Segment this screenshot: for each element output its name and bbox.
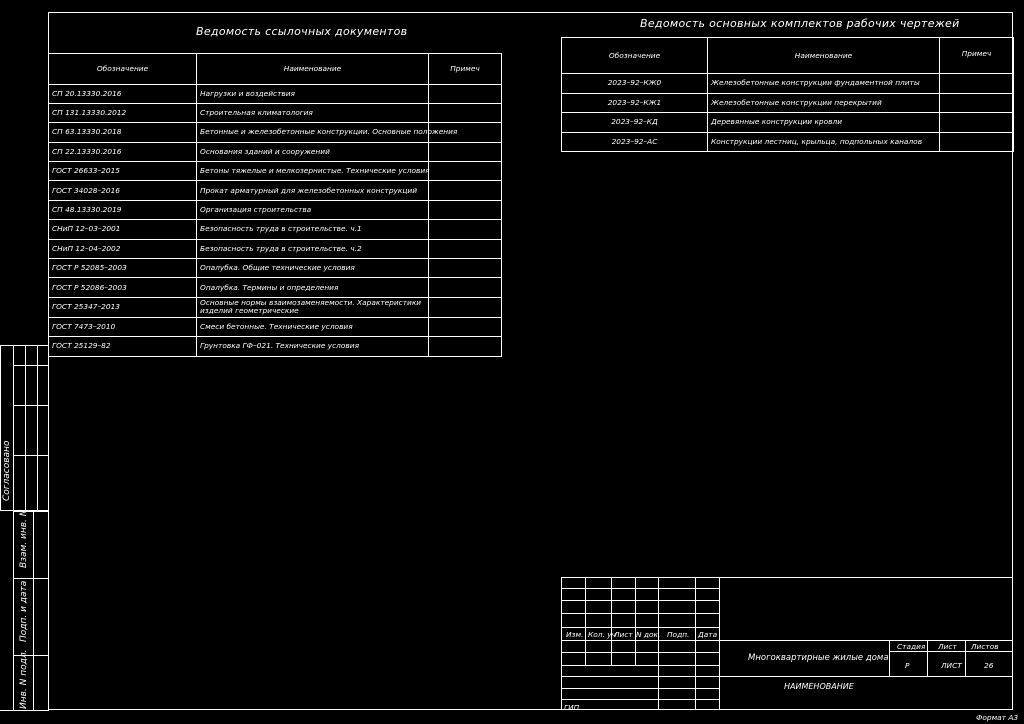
stage-label: Стадия xyxy=(897,642,926,651)
sign-date-label: Подп. и дата xyxy=(19,580,29,642)
format-label: Формат А3 xyxy=(976,713,1019,722)
table-row xyxy=(562,74,1014,94)
sets-header-note: Примеч xyxy=(940,38,1014,74)
ref-name-cell: Опалубка. Термины и определения xyxy=(197,278,429,297)
table-row xyxy=(49,162,502,181)
col-list: Лист xyxy=(614,630,633,639)
ref-note-cell xyxy=(429,297,502,317)
ref-note-cell xyxy=(429,162,502,181)
ref-note-cell xyxy=(429,84,502,103)
col-kol: Кол. уч xyxy=(588,630,616,639)
ref-designation-cell: СП 63.13330.2018 xyxy=(49,123,197,142)
ref-name-cell: Прокат арматурный для железобетонных конструкций xyxy=(197,181,429,200)
sets-designation-cell: 2023–92–КЖ1 xyxy=(562,93,708,113)
gip-label: ГИП xyxy=(564,703,580,712)
table-row xyxy=(49,259,502,278)
ref-designation-cell: СНиП 12–04–2002 xyxy=(49,239,197,258)
table-row xyxy=(49,103,502,122)
sets-designation-cell: 2023–92–КЖ0 xyxy=(562,74,708,94)
sets-name-cell: Железобетонные конструкции перекрытий xyxy=(708,93,940,113)
ref-note-cell xyxy=(429,200,502,219)
col-podp: Подп. xyxy=(667,630,690,639)
col-ndok: N док. xyxy=(636,630,661,639)
ref-note-cell xyxy=(429,259,502,278)
ref-note-cell xyxy=(429,220,502,239)
table-row xyxy=(562,113,1014,133)
table-row xyxy=(49,337,502,356)
sheet-label: Лист xyxy=(938,642,957,651)
ref-name-cell: Безопасность труда в строительстве. ч.1 xyxy=(197,220,429,239)
ref-designation-cell: ГОСТ 7473–2010 xyxy=(49,317,197,336)
sets-name-cell: Конструкции лестниц, крыльца, подпольных каналов xyxy=(708,132,940,152)
ref-name-cell: Грунтовка ГФ–021. Технические условия xyxy=(197,337,429,356)
col-data: Дата xyxy=(698,630,718,639)
agreed-label: Согласовано xyxy=(2,440,12,501)
ref-header-designation: Обозначение xyxy=(49,53,197,84)
sets-note-cell xyxy=(940,132,1014,152)
main-sets-table xyxy=(561,37,1014,152)
ref-note-cell xyxy=(429,337,502,356)
ref-docs-table xyxy=(48,12,502,357)
ref-docs-title: Ведомость ссылочных документов xyxy=(196,25,408,38)
ref-designation-cell: ГОСТ Р 52086–2003 xyxy=(49,278,197,297)
col-izm: Изм. xyxy=(566,630,584,639)
ref-note-cell xyxy=(429,142,502,161)
ref-name-cell: Строительная климатология xyxy=(197,103,429,122)
ref-note-cell xyxy=(429,239,502,258)
main-sets-title: Ведомость основных комплектов рабочих чертежей xyxy=(640,17,960,30)
inv-orig-label: Инв. N подл. xyxy=(19,649,29,709)
ref-name-cell: Безопасность труда в строительстве. ч.2 xyxy=(197,239,429,258)
ref-header-name: Наименование xyxy=(197,53,429,84)
table-row xyxy=(49,239,502,258)
sheets-label: Листов xyxy=(971,642,999,651)
ref-note-cell xyxy=(429,317,502,336)
ref-name-cell: Бетоны тяжелые и мелкозернистые. Технические условия xyxy=(197,162,429,181)
table-row xyxy=(49,297,502,317)
sets-header-name: Наименование xyxy=(708,38,940,74)
sets-designation-cell: 2023–92–АС xyxy=(562,132,708,152)
sheet-name: НАИМЕНОВАНИЕ xyxy=(784,682,854,691)
sets-header-designation: Обозначение xyxy=(562,38,708,74)
ref-designation-cell: СП 20.13330.2016 xyxy=(49,84,197,103)
sets-designation-cell: 2023–92–КД xyxy=(562,113,708,133)
ref-note-cell xyxy=(429,181,502,200)
ref-designation-cell: ГОСТ 26633–2015 xyxy=(49,162,197,181)
ref-name-cell: Опалубка. Общие технические условия xyxy=(197,259,429,278)
table-row xyxy=(49,123,502,142)
ref-name-cell: Основания зданий и сооружений xyxy=(197,142,429,161)
ref-designation-cell: СП 48.13330.2019 xyxy=(49,200,197,219)
sets-name-cell: Деревянные конструкции кровли xyxy=(708,113,940,133)
sheets-value: 26 xyxy=(984,661,994,670)
table-row xyxy=(49,200,502,219)
ref-designation-cell: ГОСТ Р 52085–2003 xyxy=(49,259,197,278)
ref-designation-cell: ГОСТ 25347–2013 xyxy=(49,297,197,317)
table-row xyxy=(49,84,502,103)
table-row xyxy=(49,317,502,336)
ref-designation-cell: СП 131.13330.2012 xyxy=(49,103,197,122)
sets-note-cell xyxy=(940,93,1014,113)
sets-note-cell xyxy=(940,113,1014,133)
ref-name-cell: Организация строительства xyxy=(197,200,429,219)
ref-designation-cell: ГОСТ 34028–2016 xyxy=(49,181,197,200)
sets-name-cell: Железобетонные конструкции фундаментной плиты xyxy=(708,74,940,94)
table-row xyxy=(49,278,502,297)
ref-designation-cell: СНиП 12–03–2001 xyxy=(49,220,197,239)
table-row xyxy=(49,220,502,239)
sheet-value: ЛИСТ xyxy=(941,661,962,670)
stage-value: Р xyxy=(905,661,910,670)
sets-note-cell xyxy=(940,74,1014,94)
ref-note-cell xyxy=(429,103,502,122)
ref-name-cell: Бетонные и железобетонные конструкции. Основные положения xyxy=(197,123,429,142)
ref-designation-cell: СП 22.13330.2016 xyxy=(49,142,197,161)
project-name: Многоквартирные жилые дома xyxy=(748,653,889,663)
table-row xyxy=(562,132,1014,152)
table-row xyxy=(49,181,502,200)
ref-header-note: Примеч xyxy=(429,53,502,84)
ref-designation-cell: ГОСТ 25129–82 xyxy=(49,337,197,356)
replace-inv-label: Взам. инв. N xyxy=(19,509,29,568)
table-row xyxy=(49,142,502,161)
ref-note-cell xyxy=(429,278,502,297)
ref-name-cell: Нагрузки и воздействия xyxy=(197,84,429,103)
table-row xyxy=(562,93,1014,113)
ref-name-cell: Смеси бетонные. Технические условия xyxy=(197,317,429,336)
ref-name-cell: Основные нормы взаимозаменяемости. Характеристики изделий геометрические xyxy=(197,297,429,317)
